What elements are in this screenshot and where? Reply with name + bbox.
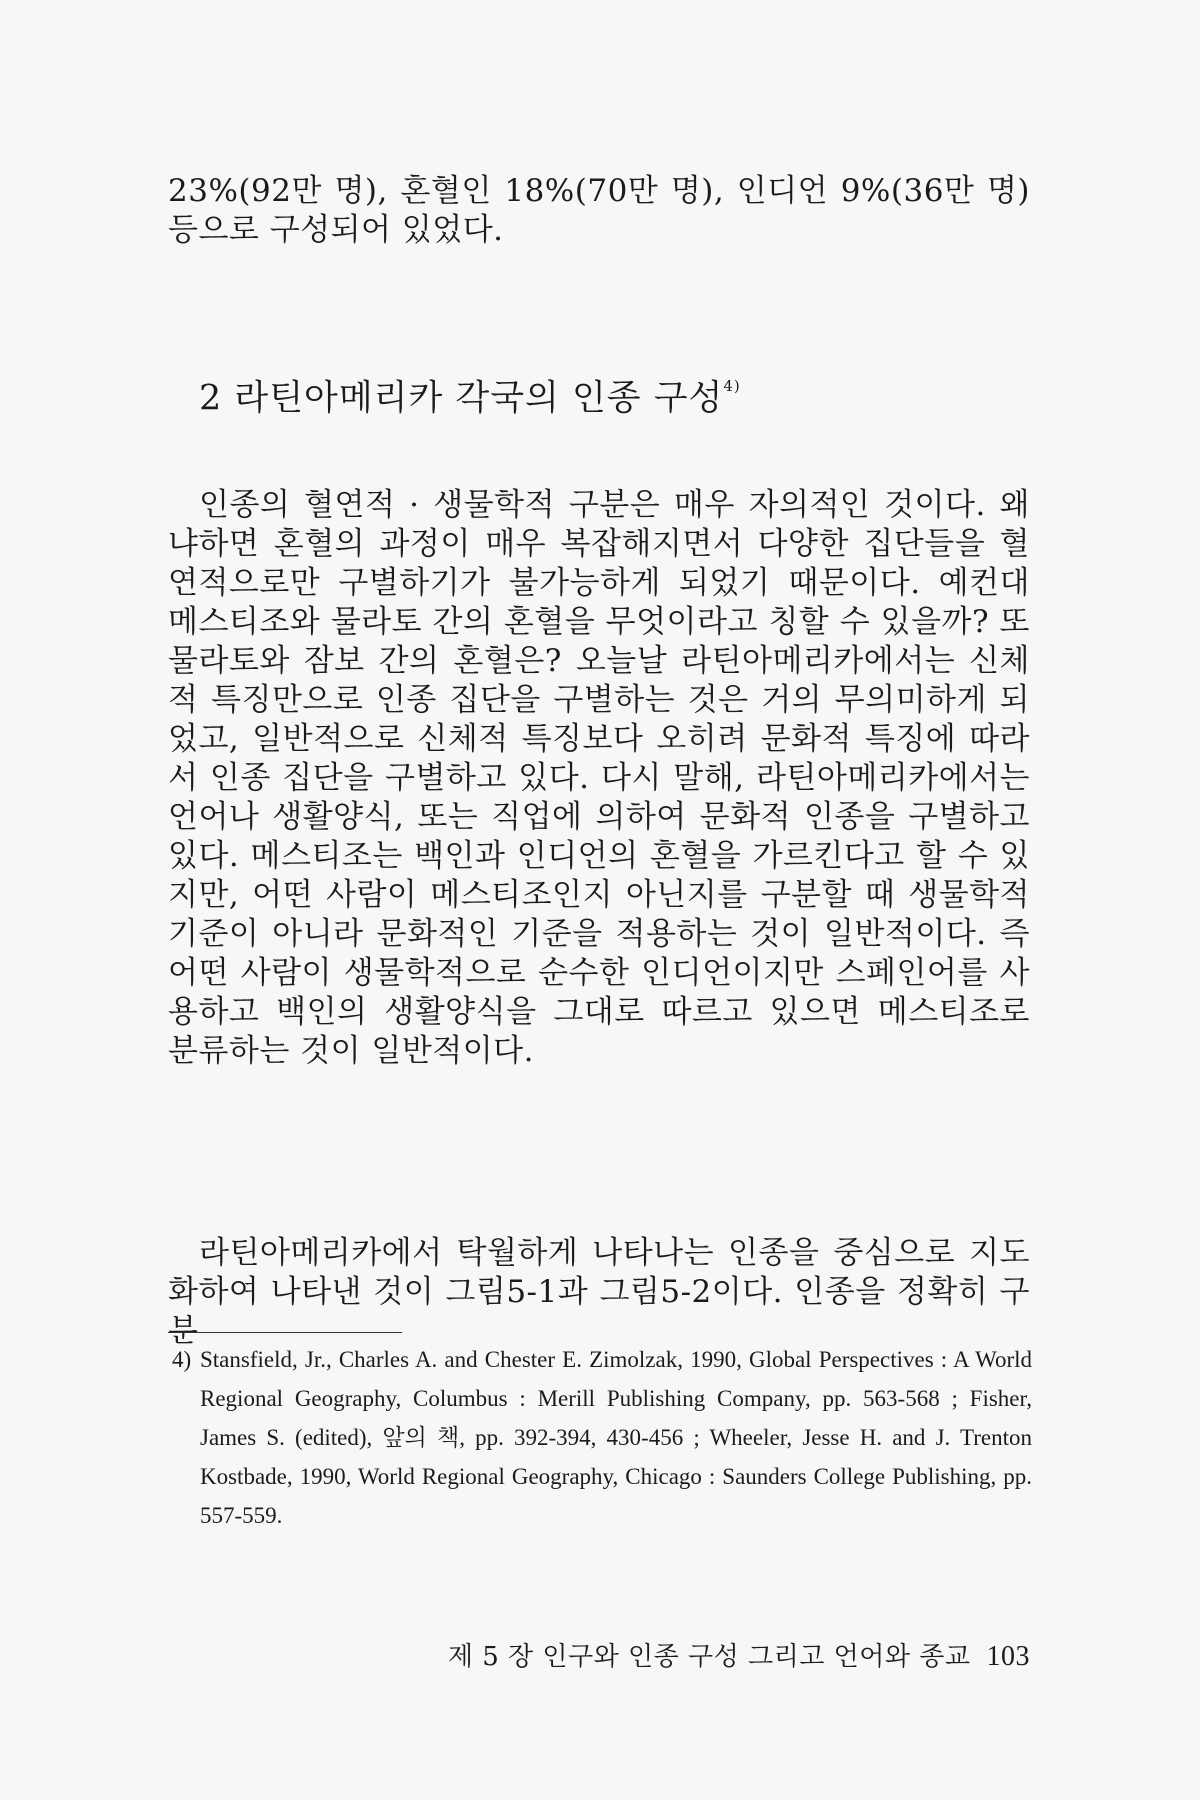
footnote-divider — [168, 1332, 402, 1333]
body-paragraph-1: 인종의 혈연적 · 생물학적 구분은 매우 자의적인 것이다. 왜냐하면 혼혈의 과정이 매우 복잡해지면서 다양한 집단들을 혈연적으로만 구별하기가 불가능하게 되었기 때문이다. 예컨대 메스티조와 물라토 간의 혼혈을 무엇이라고 칭할 수 있을까? 또 물라토와 잠보 간의 혼혈은? 오늘날 라틴아메리카에서는 신체적 특징만으로 인종 집단을 구별하는 것은 거의 무의미하게 되었고, 일반적으로 신체적 특징보다 오히려 문화적 특징에 따라서 인종 집단을 구별하고 있다. 다시 말해, 라틴아메리카에서는 언어나 생활양식, 또는 직업에 의하여 문화적 인종을 구별하고 있다. 메스티조는 백인과 인디언의 혼혈을 가르킨다고 할 수 있지만, 어떤 사람이 메스티조인지 아닌지를 구분할 때 생물학적 기준이 아니라 문화적인 기준을 적용하는 것이 일반적이다. 즉 어떤 사람이 생물학적으로 순수한 인디언이지만 스페인어를 사용하고 백인의 생활양식을 그대로 따르고 있으면 메스티조로 분류하는 것이 일반적이다. — [168, 487, 1030, 1069]
running-footer-text: 제 5 장 인구와 인종 구성 그리고 언어와 종교 — [447, 1642, 971, 1672]
continuation-paragraph: 23%(92만 명), 혼혈인 18%(70만 명), 인디언 9%(36만 명) 등으로 구성되어 있었다. — [168, 173, 1030, 248]
section-title: 라틴아메리카 각국의 인종 구성 — [234, 378, 724, 419]
page-number: 103 — [986, 1641, 1030, 1672]
running-footer — [448, 1640, 1030, 1674]
body-paragraph-2: 라틴아메리카에서 탁월하게 나타나는 인종을 중심으로 지도화하여 나타낸 것이 그림5-1과 그림5-2이다. 인종을 정확히 구분 — [168, 1235, 1030, 1349]
footnote-number: 4) — [172, 1347, 192, 1372]
section-heading — [199, 370, 741, 421]
section-number: 2 — [199, 378, 223, 419]
footnote — [172, 1340, 1032, 1535]
footnote-text: Stansfield, Jr., Charles A. and Chester E. Zimolzak, 1990, Global Perspectives : A World Regional Geography, Columbus : Merill Publishing Company, pp. 563-568 ; Fisher, James S. (edited), 앞의 책, pp. 392-394, 430-456 ; Wheeler, Jesse H. and J. Trenton Kostbade, 1990, World Regional Geography, Chicago : Saunders College Publishing, pp. 557-559. — [200, 1347, 1032, 1528]
footnote-reference: 4) — [723, 377, 741, 395]
